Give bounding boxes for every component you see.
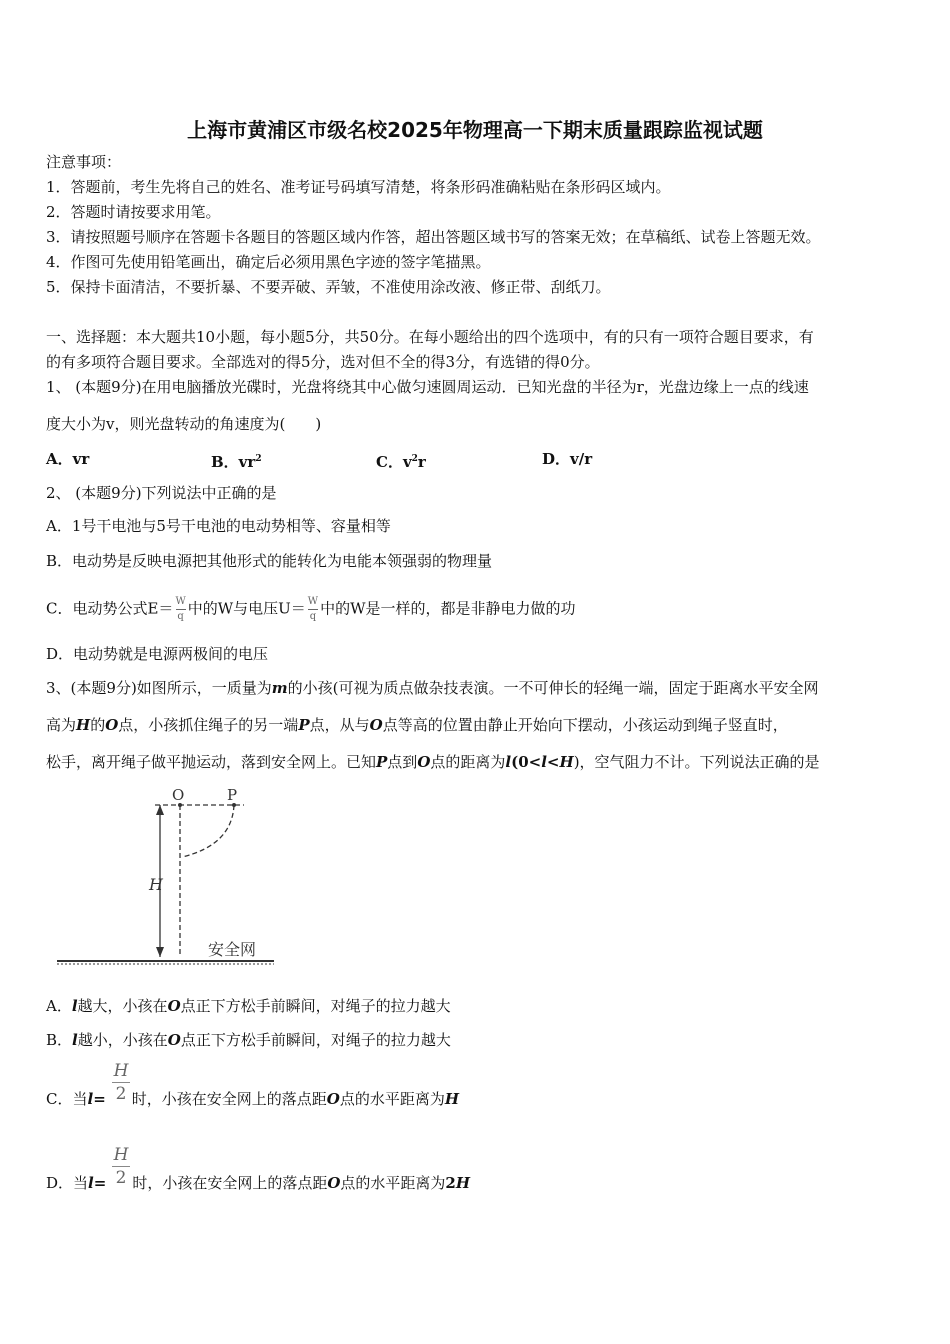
q1-option-a: A．vr — [46, 450, 90, 468]
q3-option-b: B．l越小，小孩在O点正下方松手前瞬间，对绳子的拉力越大 — [46, 1031, 451, 1049]
q2-stem: 2、 (本题9分)下列说法中正确的是 — [46, 484, 277, 502]
q3-option-c: C．当l= 时，小孩在安全网上的落点距O点的水平距离为H — [46, 1090, 460, 1108]
q3-pendulum-figure — [52, 785, 282, 970]
section-intro-line1: 一、选择题：本大题共10小题，每小题5分，共50分。在每小题给出的四个选项中，有的只有一项符合题目要求，有 — [46, 328, 814, 346]
arrow-head-up — [156, 805, 164, 815]
notice-item: 2．答题时请按要求用笔。 — [46, 203, 221, 221]
q3-stem-line3: 松手，离开绳子做平抛运动，落到安全网上。已知P点到O点的距离为l(0<l<H)，空气阻力不计。下列说法正确的是 — [46, 753, 820, 771]
q1-option-d: D．v/r — [542, 450, 593, 468]
q2-option-a: A．1号干电池与5号干电池的电动势相等、容量相等 — [46, 517, 391, 535]
q3-stem-line2: 高为H的O点，小孩抓住绳子的另一端P点，从与O点等高的位置由静止开始向下摆动，小孩运动到绳子竖直时， — [46, 716, 788, 734]
q1-stem-line1: 1、 (本题9分)在用电脑播放光碟时，光盘将绕其中心做匀速圆周运动．已知光盘的半径为r，光盘边缘上一点的线速 — [46, 378, 809, 396]
page-title: 上海市黄浦区市级名校2025年物理高一下期末质量跟踪监视试题 — [187, 118, 763, 142]
q3-stem-line1: 3、(本题9分)如图所示，一质量为m的小孩(可视为质点做杂技表演。一不可伸长的轻绳一端，固定于距离水平安全网 — [46, 679, 819, 697]
q1-stem-line2: 度大小为v，则光盘转动的角速度为( ) — [46, 415, 322, 433]
arrow-head-down — [156, 947, 164, 957]
fraction-w-over-q: $\frac{W}{q}$ — [175, 596, 186, 622]
label-o: O — [172, 786, 185, 804]
notice-item: 3．请按照题号顺序在答题卡各题目的答题区域内作答，超出答题区域书写的答案无效；在草稿纸、试卷上答题无效。 — [46, 228, 821, 246]
label-h: H — [149, 875, 163, 894]
fraction-w-over-q: $\frac{W}{q}$ — [307, 596, 319, 622]
swing-arc — [182, 805, 234, 857]
notice-heading: 注意事项： — [46, 153, 122, 171]
label-p: P — [227, 786, 238, 804]
notice-item: 1．答题前，考生先将自己的姓名、准考证号码填写清楚，将条形码准确粘贴在条形码区域内。 — [46, 178, 671, 196]
notice-item: 4．作图可先使用铅笔画出，确定后必须用黑色字迹的签字笔描黑。 — [46, 253, 491, 271]
fraction-h-over-2: H 2 — [113, 1061, 129, 1104]
q2-option-b: B．电动势是反映电源把其他形式的能转化为电能本领强弱的物理量 — [46, 552, 493, 570]
q3-option-a: A．l越大，小孩在O点正下方松手前瞬间，对绳子的拉力越大 — [46, 997, 451, 1015]
q2-option-c: C．电动势公式E＝ $\frac{W}{q}$ 中的W与电压U＝ $\frac{W}{q}$ 中的W是一样的，都是非静电力做的功 — [46, 596, 576, 622]
q1-option-c: C．$v^2r$ — [376, 453, 426, 471]
section-intro-line2: 的有多项符合题目要求。全部选对的得5分，选对但不全的得3分，有选错的得0分。 — [46, 353, 600, 371]
q1-option-b: B．$vr^2$ — [211, 453, 262, 471]
q3-option-d: D．当l= 时，小孩在安全网上的落点距O点的水平距离为2H — [46, 1174, 471, 1192]
fraction-h-over-2: H 2 — [113, 1145, 129, 1188]
label-safety-net: 安全网 — [208, 940, 257, 959]
notice-item: 5．保持卡面清洁，不要折暴、不要弄破、弄皱，不准使用涂改液、修正带、刮纸刀。 — [46, 278, 611, 296]
q2-option-d: D．电动势就是电源两极间的电压 — [46, 645, 269, 663]
